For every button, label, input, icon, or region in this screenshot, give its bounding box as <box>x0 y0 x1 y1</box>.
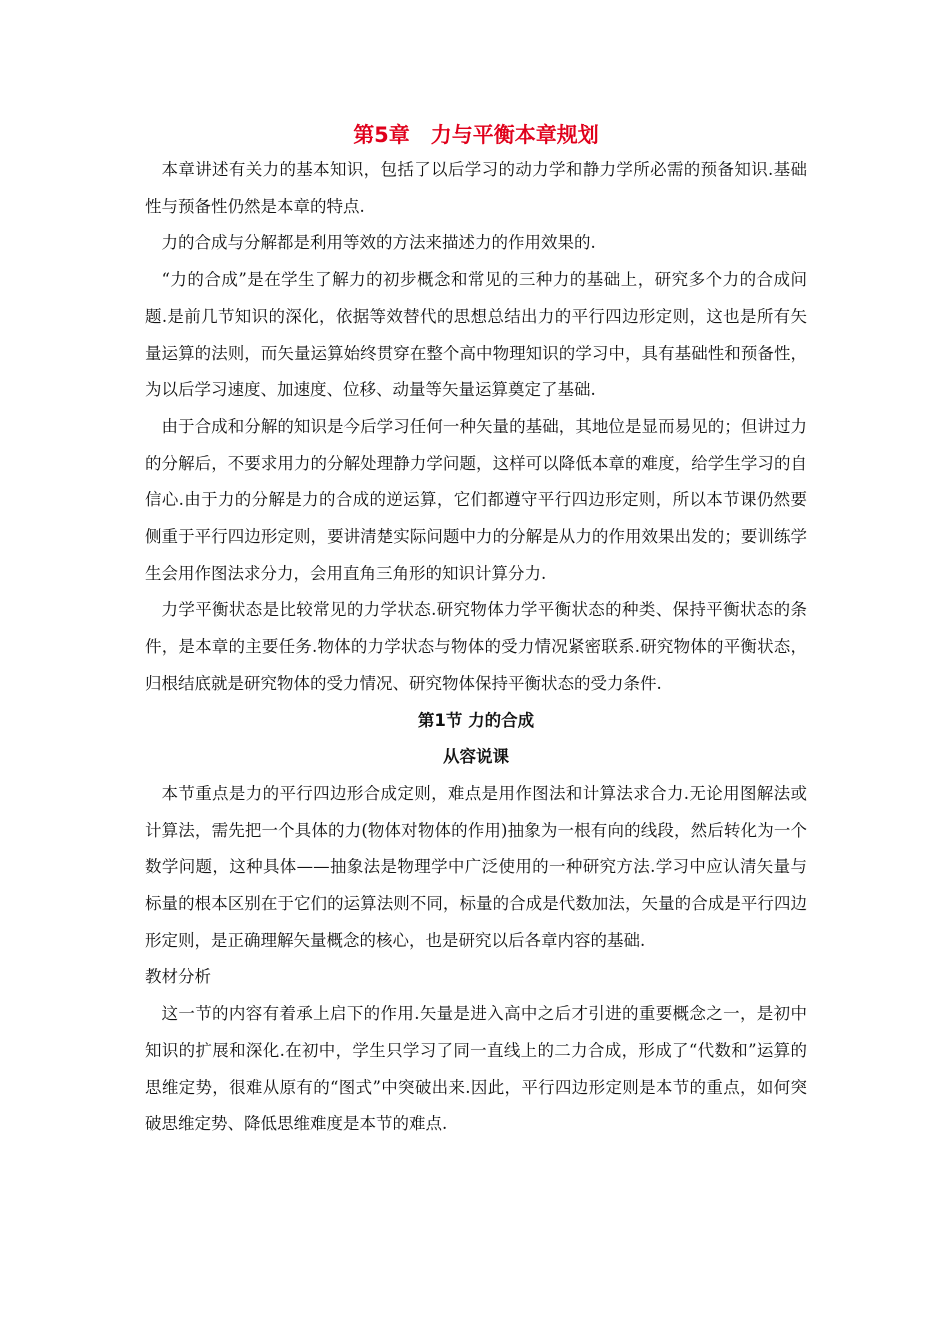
analysis-paragraph: 这一节的内容有着承上启下的作用.矢量是进入高中之后才引进的重要概念之一，是初中知识的扩展和深化.在初中，学生只学习了同一直线上的二力合成，形成了“代数和”运算的思维定势，很难从原有的“图式”中突破出来.因此，平行四边形定则是本节的重点，如何突破思维定势、降低思维难度是本节的难点. <box>145 1004 807 1134</box>
section-paragraph: 本节重点是力的平行四边形合成定则，难点是用作图法和计算法求合力.无论用图解法或计算法，需先把一个具体的力(物体对物体的作用)抽象为一根有向的线段，然后转化为一个数学问题，这种具体——抽象法是物理学中广泛使用的一种研究方法.学习中应认清矢量与标量的根本区别在于它们的运算法则不同，标量的合成是代数加法，矢量的合成是平行四边形定则，是正确理解矢量概念的核心，也是研究以后各章内容的基础. <box>145 783 807 950</box>
chapter-title: 第5章 力与平衡本章规划 <box>353 123 599 147</box>
analysis-label: 教材分析 <box>145 967 211 987</box>
intro-paragraph-5: 力学平衡状态是比较常见的力学状态.研究物体力学平衡状态的种类、保持平衡状态的条件，是本章的主要任务.物体的力学状态与物体的受力情况紧密联系.研究物体的平衡状态，归根结底就是研究物体的受力情况、研究物体保持平衡状态的受力条件. <box>145 600 807 693</box>
intro-paragraph-4: 由于合成和分解的知识是今后学习任何一种矢量的基础，其地位是显而易见的；但讲过力的分解后，不要求用力的分解处理静力学问题，这样可以降低本章的难度，给学生学习的自信心.由于力的分解是力的合成的逆运算，它们都遵守平行四边形定则，所以本节课仍然要侧重于平行四边形定则，要讲清楚实际问题中力的分解是从力的作用效果出发的；要训练学生会用作图法求分力，会用直角三角形的知识计算分力. <box>145 416 807 583</box>
intro-paragraph-1: 本章讲述有关力的基本知识，包括了以后学习的动力学和静力学所必需的预备知识.基础性与预备性仍然是本章的特点. <box>145 160 807 216</box>
section-heading: 第1节 力的合成 <box>417 710 535 730</box>
intro-paragraph-3: “力的合成”是在学生了解力的初步概念和常见的三种力的基础上，研究多个力的合成问题.是前几节知识的深化，依据等效替代的思想总结出力的平行四边形定则，这也是所有矢量运算的法则，而矢量运算始终贯穿在整个高中物理知识的学习中，具有基础性和预备性，为以后学习速度、加速度、位移、动量等矢量运算奠定了基础. <box>145 270 807 400</box>
document-page <box>145 118 807 1143</box>
intro-paragraph-2: 力的合成与分解都是利用等效的方法来描述力的作用效果的. <box>161 233 596 253</box>
subsection-heading: 从容说课 <box>443 747 509 767</box>
